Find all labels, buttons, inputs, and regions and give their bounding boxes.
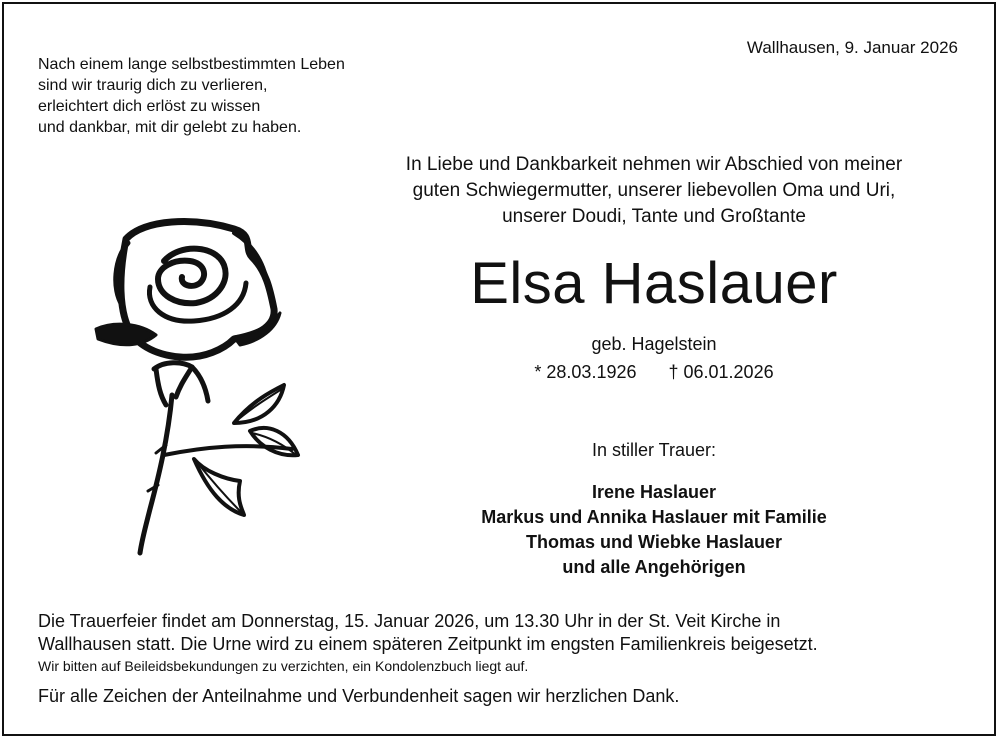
intro-line: unserer Doudi, Tante und Großtante	[502, 206, 806, 227]
life-dates	[324, 362, 984, 383]
verse-line: Nach einem lange selbstbestimmten Leben	[38, 56, 345, 73]
mourner: Thomas und Wiebke Haslauer	[526, 532, 782, 552]
intro-line: guten Schwiegermutter, unserer liebevollen Oma und Uri,	[412, 180, 896, 201]
rose-icon	[84, 209, 314, 559]
verse	[38, 54, 345, 138]
mourner: und alle Angehörigen	[562, 557, 746, 577]
death-date: † 06.01.2026	[668, 362, 774, 382]
thanks-text: Für alle Zeichen der Anteilnahme und Verbundenheit sagen wir herzlichen Dank.	[38, 686, 680, 706]
obituary-notice	[2, 2, 996, 736]
verse-line: und dankbar, mit dir gelebt zu haben.	[38, 119, 302, 136]
funeral-line: Wallhausen statt. Die Urne wird zu einem späteren Zeitpunkt im engsten Familienkreis beigesetzt.	[38, 634, 818, 654]
intro-line: In Liebe und Dankbarkeit nehmen wir Abschied von meiner	[405, 154, 903, 175]
place-date: Wallhausen, 9. Januar 2026	[746, 38, 958, 57]
mourning-label: In stiller Trauer:	[591, 440, 717, 460]
deceased-name: Elsa Haslauer	[470, 251, 838, 316]
condolence-request: Wir bitten auf Beileidsbekundungen zu verzichten, ein Kondolenzbuch liegt auf.	[38, 658, 529, 674]
verse-line: erleichtert dich erlöst zu wissen	[38, 98, 261, 115]
maiden-name: geb. Hagelstein	[591, 334, 717, 354]
mourners-list	[324, 480, 984, 580]
mourner: Markus und Annika Haslauer mit Familie	[481, 507, 827, 527]
intro-text	[324, 152, 984, 230]
funeral-info	[38, 610, 978, 656]
funeral-line: Die Trauerfeier findet am Donnerstag, 15. Januar 2026, um 13.30 Uhr in der St. Veit Kirche in	[38, 611, 781, 631]
birth-date: * 28.03.1926	[534, 362, 637, 382]
verse-line: sind wir traurig dich zu verlieren,	[38, 77, 268, 94]
mourner: Irene Haslauer	[591, 482, 717, 502]
